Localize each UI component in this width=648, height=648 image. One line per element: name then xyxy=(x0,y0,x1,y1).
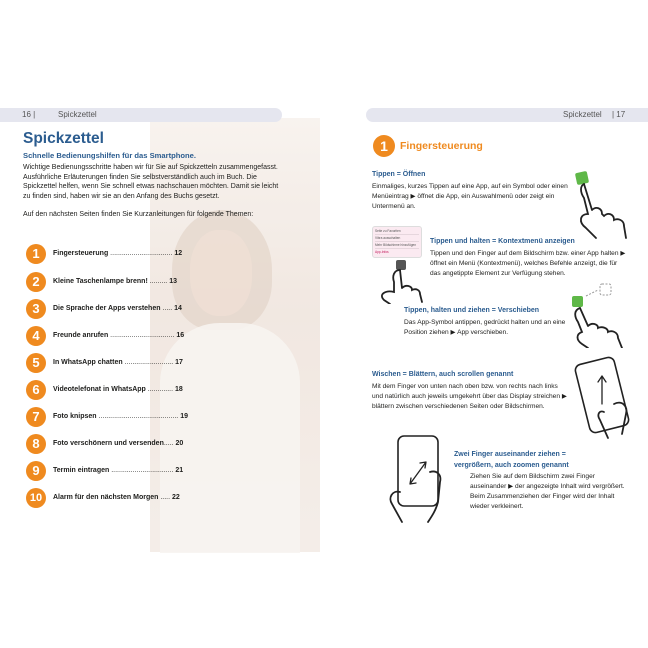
toc-label: Termin eintragen xyxy=(53,467,110,474)
toc-page: 18 xyxy=(175,386,183,393)
pinch-zoom-phone-hand-icon xyxy=(380,432,456,524)
gesture-heading: Tippen = Öffnen xyxy=(372,171,426,178)
toc-page: 22 xyxy=(172,494,180,501)
gesture-text: Ziehen Sie auf dem Bildschirm zwei Finger auseinander ▶ der angezeigte Inhalt wird vergrößert. Beim Zusammenziehen der Finger wird der Inhalt wieder verkleinert. xyxy=(470,473,625,510)
toc-page: 14 xyxy=(174,305,182,312)
context-menu-item: App-Infos xyxy=(375,250,389,254)
right-header-bar xyxy=(366,108,648,122)
toc-dots: ................................. xyxy=(108,332,177,339)
gesture-heading: Wischen = Blättern, auch scrollen genannt xyxy=(372,371,514,378)
toc-item[interactable] xyxy=(26,407,186,427)
swipe-phone-hand-icon xyxy=(568,354,640,440)
toc-item[interactable] xyxy=(26,299,186,319)
toc-page: 13 xyxy=(169,278,177,285)
section-title: Fingersteuerung xyxy=(400,140,483,152)
toc-label: Freunde anrufen xyxy=(53,332,109,339)
toc-item[interactable] xyxy=(26,244,186,264)
context-menu-item: Vibra ausschalten xyxy=(375,235,419,242)
toc-label: Kleine Taschenlampe brenn! xyxy=(53,278,148,285)
number-badge: 10 xyxy=(26,488,46,508)
number-badge: 7 xyxy=(26,407,46,427)
gesture-text: Tippen und den Finger auf dem Bildschirm bzw. einer App halten ▶ öffnet ein Menü (Kontextmenü), welches Befehle anzeigt, die für das angetippte Element zur Verfügung stehen. xyxy=(430,250,626,277)
gesture-heading: Tippen, halten und ziehen = Verschieben xyxy=(404,307,540,314)
toc-label: Die Sprache der Apps verstehen xyxy=(53,305,161,312)
toc-item[interactable] xyxy=(26,380,186,400)
gesture-text: Das App-Symbol antippen, gedrückt halten und an eine Position ziehen ▶ App verschieben. xyxy=(404,319,566,336)
right-page-number: | 17 xyxy=(612,110,626,119)
right-running-head: Spickzettel xyxy=(563,110,602,119)
page-subtitle: Schnelle Bedienungshilfen für das Smartphone. xyxy=(23,151,196,160)
left-running-head: Spickzettel xyxy=(58,110,97,119)
toc-dots: ......... xyxy=(147,278,170,285)
section-number-badge: 1 xyxy=(373,135,395,157)
toc-dots: ......................... xyxy=(122,359,176,366)
tap-hold-hand-icon xyxy=(374,258,426,304)
number-badge: 8 xyxy=(26,434,46,454)
toc-dots: ......................................... xyxy=(96,413,181,420)
tap-hand-icon xyxy=(570,170,634,240)
gesture-text: Einmaliges, kurzes Tippen auf eine App, auf ein Symbol oder einen Menüeintrag ▶ öffnet die App, ein Auswahlmenü oder zeigt ein Untermenü an. xyxy=(372,183,568,210)
toc-page: 16 xyxy=(176,332,185,339)
toc-dots: ............. xyxy=(145,386,176,393)
number-badge: 5 xyxy=(26,353,46,373)
toc-dots: ................................ xyxy=(108,250,175,257)
toc-label: Foto knipsen xyxy=(53,413,97,420)
toc-label: Foto verschönern und versenden xyxy=(53,440,164,447)
number-badge: 4 xyxy=(26,326,46,346)
toc-dots: ..... xyxy=(158,494,173,501)
toc-label: Alarm für den nächsten Morgen xyxy=(53,494,159,501)
toc-dots: ..... xyxy=(163,440,176,447)
toc-item[interactable] xyxy=(26,326,186,346)
number-badge: 2 xyxy=(26,272,46,292)
toc-item[interactable] xyxy=(26,434,186,454)
toc-label: Videotelefonat in WhatsApp xyxy=(53,386,146,393)
toc-label: In WhatsApp chatten xyxy=(53,359,123,366)
toc-page: 19 xyxy=(180,413,188,420)
toc-page: 17 xyxy=(175,359,183,366)
context-menu-item: Mehr Bildschirme hinzufügen xyxy=(375,242,419,249)
gesture-heading: Zwei Finger auseinander ziehen = vergrößern, auch zoomen genannt xyxy=(454,451,569,469)
number-badge: 1 xyxy=(26,244,46,264)
number-badge: 6 xyxy=(26,380,46,400)
page-title: Spickzettel xyxy=(23,130,104,147)
intro-text: Wichtige Bedienungsschritte haben wir für Sie auf Spickzetteln zusammengefasst. Ausführliche Erläuterungen finden Sie selbstverständlich auch im Buch. Die Spickzettel helfen, wenn Sie schnell etwas nachschauen möchten. Damit sie leicht zu finden sind, haben wir sie an den Anfang des Buchs gesetzt. xyxy=(23,164,279,200)
intro-text-2: Auf den nächsten Seiten finden Sie Kurzanleitungen für folgende Themen: xyxy=(23,211,254,218)
toc-item[interactable] xyxy=(26,272,186,292)
drag-hand-icon xyxy=(568,282,638,348)
toc-page: 21 xyxy=(175,467,184,474)
context-menu-item: Seite zu Favoriten xyxy=(375,228,419,235)
toc-item[interactable] xyxy=(26,353,186,373)
toc-page: 12 xyxy=(174,250,183,257)
toc-item[interactable] xyxy=(26,488,186,508)
toc-dots: ..... xyxy=(160,305,175,312)
toc-dots: ................................ xyxy=(109,467,176,474)
photo-face xyxy=(190,230,252,316)
context-menu-illustration xyxy=(372,226,422,258)
left-header-bar xyxy=(0,108,282,122)
gesture-text: Mit dem Finger von unten nach oben bzw. von rechts nach links und natürlich auch jeweils umgekehrt über das Display streichen ▶ blättern zwischen verschiedenen Seiten oder Bildschirmen. xyxy=(372,383,567,410)
number-badge: 3 xyxy=(26,299,46,319)
gesture-heading: Tippen und halten = Kontextmenü anzeigen xyxy=(430,238,575,245)
left-page-number: 16 | xyxy=(22,110,36,119)
number-badge: 9 xyxy=(26,461,46,481)
toc-label: Fingersteuerung xyxy=(53,250,109,257)
toc-page: 20 xyxy=(175,440,184,447)
toc-item[interactable] xyxy=(26,461,186,481)
